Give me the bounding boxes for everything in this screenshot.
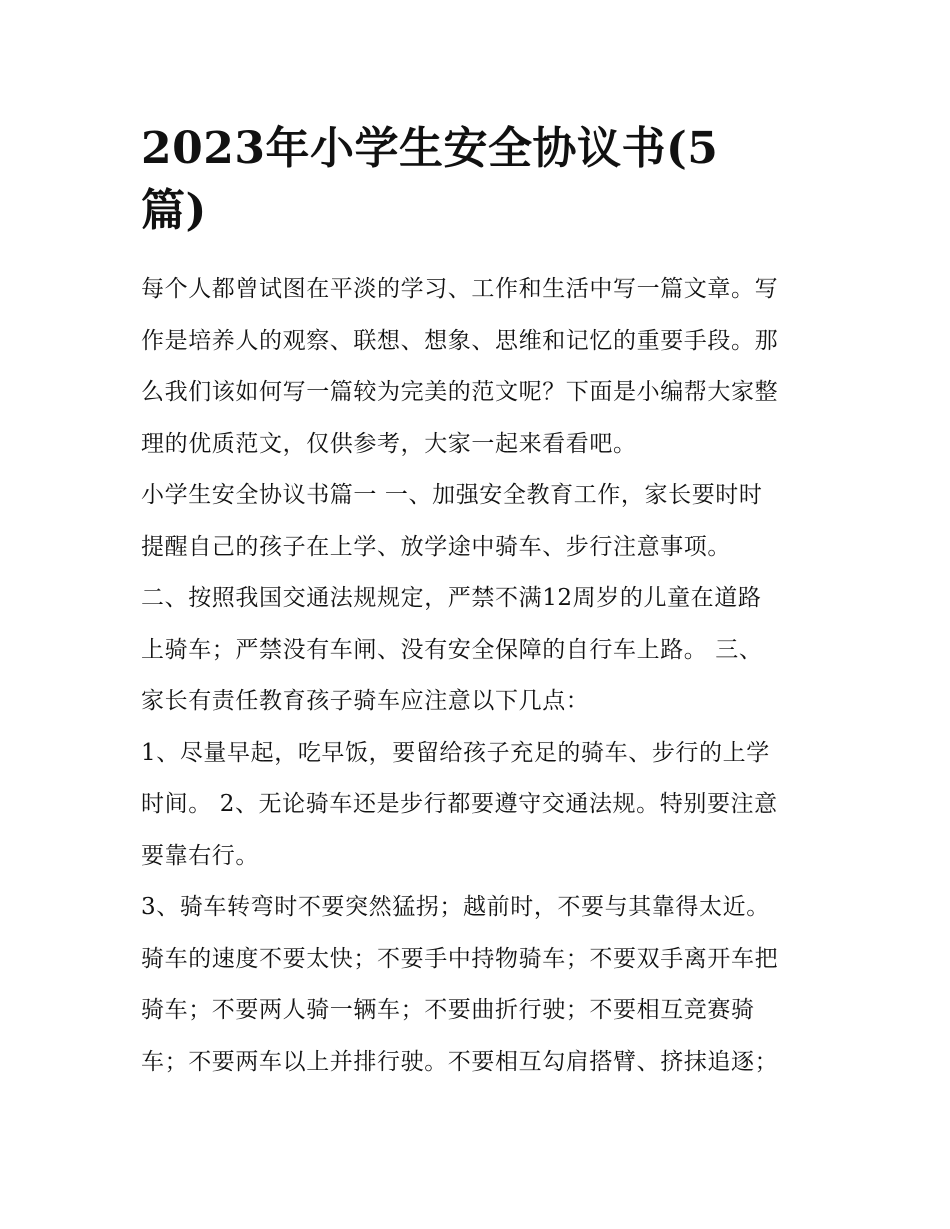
section-two-paragraph [141,573,821,728]
text-line: 时间。 2、无论骑车还是步行都要遵守交通法规。特别要注意 [141,791,778,817]
title-line: 篇) [141,185,207,236]
title-line: 2023年小学生安全协议书(5 [141,123,719,174]
intro-paragraph [141,264,821,470]
document-title [141,118,821,242]
text-line: 1、尽量早起，吃早饭，要留给孩子充足的骑车、步行的上学 [141,739,770,766]
text-line: 骑车；不要两人骑一辆车；不要曲折行驶；不要相互竞赛骑 [141,997,755,1023]
text-line: 提醒自己的孩子在上学、放学途中骑车、步行注意事项。 [141,533,731,560]
text-line: 家长有责任教育孩子骑车应注意以下几点： [141,688,590,714]
text-line: 么我们该如何写一篇较为完美的范文呢？下面是小编帮大家整 [141,379,779,405]
text-line: 骑车的速度不要太快；不要手中持物骑车；不要双手离开车把 [141,945,779,972]
item-one-paragraph [141,728,821,883]
text-line: 上骑车；严禁没有车闸、没有安全保障的自行车上路。 三、 [141,636,763,663]
document-body [141,264,821,1088]
text-line: 理的优质范文，仅供参考，大家一起来看看吧。 [141,430,637,457]
text-line: 作是培养人的观察、联想、想象、思维和记忆的重要手段。那 [141,327,779,354]
item-three-paragraph [141,882,821,1088]
text-line: 小学生安全协议书篇一 一、加强安全教育工作，家长要时时 [141,482,763,508]
document-content [141,118,821,1088]
text-line: 要靠右行。 [141,842,259,869]
text-line: 每个人都曾试图在平淡的学习、工作和生活中写一篇文章。写 [141,276,779,302]
text-line: 3、骑车转弯时不要突然猛拐；越前时，不要与其靠得太近。 [141,894,770,920]
text-line: 二、按照我国交通法规规定，严禁不满12周岁的儿童在道路 [141,585,762,611]
section-one-paragraph [141,470,821,573]
text-line: 车；不要两车以上并排行驶。不要相互勾肩搭臂、挤抹追逐； [141,1048,779,1075]
